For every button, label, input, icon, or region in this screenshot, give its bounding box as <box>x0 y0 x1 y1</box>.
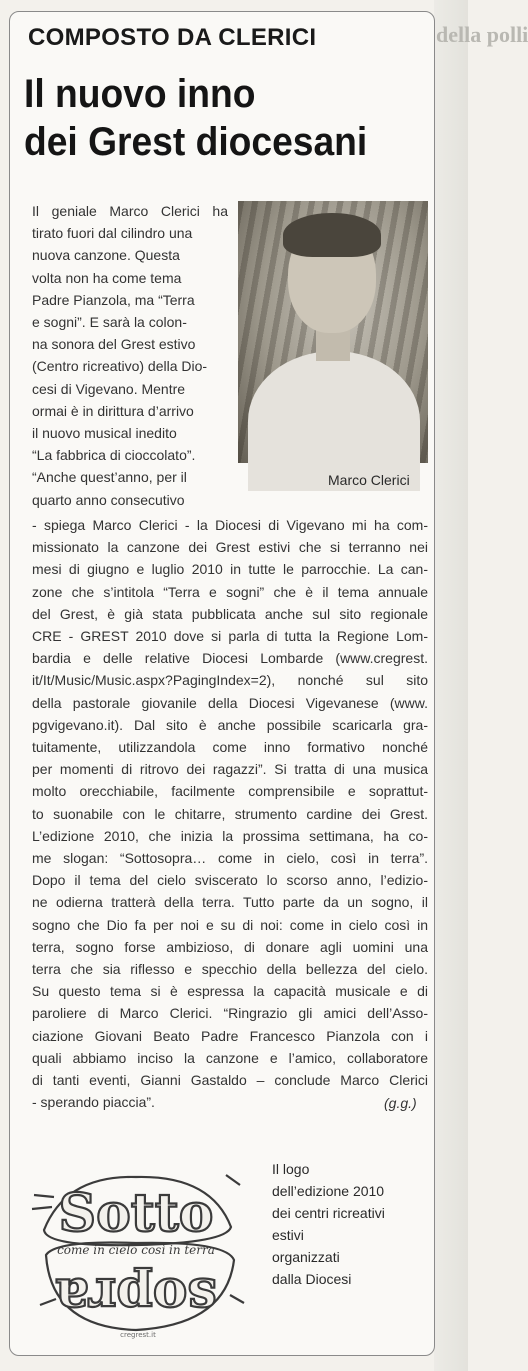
article-body <box>32 514 428 1113</box>
sottosopra-logo <box>26 1135 246 1345</box>
text-line: L’edizione 2010, che inizia la prossima settimana, ha co- <box>32 827 428 844</box>
text-line: estivi <box>272 1227 304 1243</box>
text-line: (Centro ricreativo) della Dio- <box>32 358 208 375</box>
text-line: “La fabbrica di cioccolato”. <box>32 447 196 464</box>
text-line: - spiega Marco Clerici - la Diocesi di Vigevano mi ha com- <box>32 517 428 533</box>
logo-caption <box>272 1158 385 1290</box>
text-line: volta non ha come tema <box>32 269 182 286</box>
portrait-photo <box>238 201 428 463</box>
text-line: paroliere di Marco Clerici. “Ringrazio gli amici dell’Asso- <box>32 1005 428 1022</box>
text-line: ne odierna tratterà della terra. Tutto parte da un sogno, il <box>32 894 428 911</box>
text-line: dei centri ricreativi <box>272 1205 385 1221</box>
adjacent-page-edge <box>434 0 528 1371</box>
text-line: organizzati <box>272 1249 340 1265</box>
text-line: na sonora del Grest estivo <box>32 336 196 353</box>
text-line: nuova canzone. Questa <box>32 247 180 264</box>
logo-word-bottom: sopra <box>55 1266 217 1327</box>
text-line: il nuovo musical inedito <box>32 425 177 442</box>
text-line: quarto anno consecutivo <box>32 491 185 508</box>
text-line: to suonabile con le chitarre, strumento cardine dei Grest. <box>32 805 428 822</box>
text-line: terra, sogno forse ambizioso, di donare agli uomini una <box>32 938 428 955</box>
text-line: molto orecchiabile, facilmente comprensibile e soprattut- <box>32 783 428 800</box>
text-line: quali abbiamo inciso la canzone e l’amico, collaboratore <box>32 1049 428 1066</box>
text-line: bardia e delle relative Diocesi Lombarde (www.cregrest. <box>32 650 428 667</box>
text-line: Dopo il tema del cielo sviscerato lo scorso anno, l’edizio- <box>32 872 428 889</box>
photo-caption: Marco Clerici <box>328 472 410 488</box>
text-line: del Grest, è già stata pubblicata anche sul sito regionale <box>32 605 428 622</box>
headline-line: Il nuovo inno <box>24 72 256 116</box>
text-line: per momenti di ritrovo dei ragazzi”. Si tratta di una musica <box>32 761 428 778</box>
text-line: pgvigevano.it). Dal sito è anche possibile scaricarla gra- <box>32 716 428 733</box>
text-line: Su questo tema si è espressa la capacità musicale e di <box>32 983 428 1000</box>
article-headline <box>24 70 396 166</box>
text-line: tuitamente, utilizzandola come inno formativo nonché <box>32 739 428 756</box>
text-line: - sperando piaccia”. <box>32 1094 155 1111</box>
text-line: dell’edizione 2010 <box>272 1183 385 1199</box>
logo-tagline: come in cielo così in terra <box>57 1243 215 1257</box>
author-signature: (g.g.) <box>384 1095 417 1111</box>
article-kicker: COMPOSTO DA CLERICI <box>28 24 317 51</box>
text-line: mesi di giugno e luglio 2010 in tutte le parrocchie. La can- <box>32 561 428 578</box>
text-line: missionato la canzone dei Grest estivi che si terranno nei <box>32 539 428 556</box>
text-line: me slogan: “Sottosopra… come in cielo, così in terra”. <box>32 850 428 867</box>
text-line: ormai è in dirittura d’arrivo <box>32 402 194 419</box>
intro-column <box>32 200 228 511</box>
text-line: tirato fuori dal cilindro una <box>32 225 193 242</box>
logo-word-top: Sotto <box>58 1183 214 1244</box>
text-line: cesi di Vigevano. Mentre <box>32 380 186 397</box>
adjacent-page-fragment: della polli <box>436 22 528 47</box>
text-line: della pastorale giovanile della Diocesi Vigevanese (www. <box>32 694 428 711</box>
text-line: zone che s’intitola “Terra e sogni” che è il tema annuale <box>32 583 428 600</box>
text-line: “Anche quest’anno, per il <box>32 469 187 486</box>
text-line: Il logo <box>272 1161 310 1177</box>
logo-small-text: cregrest.it <box>120 1331 156 1339</box>
headline-line: dei Grest diocesani <box>24 120 368 164</box>
text-line: it/It/Music/Music.aspx?PagingIndex=2), nonché sul sito <box>32 672 428 689</box>
text-line: ciazione Giovani Beato Padre Francesco Pianzola con i <box>32 1027 428 1044</box>
text-line: dalla Diocesi <box>272 1271 352 1287</box>
text-line: CRE - GREST 2010 dove si parla di tutta la Regione Lom- <box>32 628 428 645</box>
text-line: sogno che Dio fa per noi e su di noi: come in cielo così in <box>32 916 428 933</box>
text-line: Padre Pianzola, ma “Terra <box>32 291 195 308</box>
text-line: Il geniale Marco Clerici ha <box>32 203 228 219</box>
text-line: terra che sia riflesso e specchio della bellezza del cielo. <box>32 961 428 978</box>
text-line: di tanti eventi, Gianni Gastaldo – conclude Marco Clerici <box>32 1072 428 1089</box>
text-line: e sogni”. E sarà la colon- <box>32 314 187 331</box>
